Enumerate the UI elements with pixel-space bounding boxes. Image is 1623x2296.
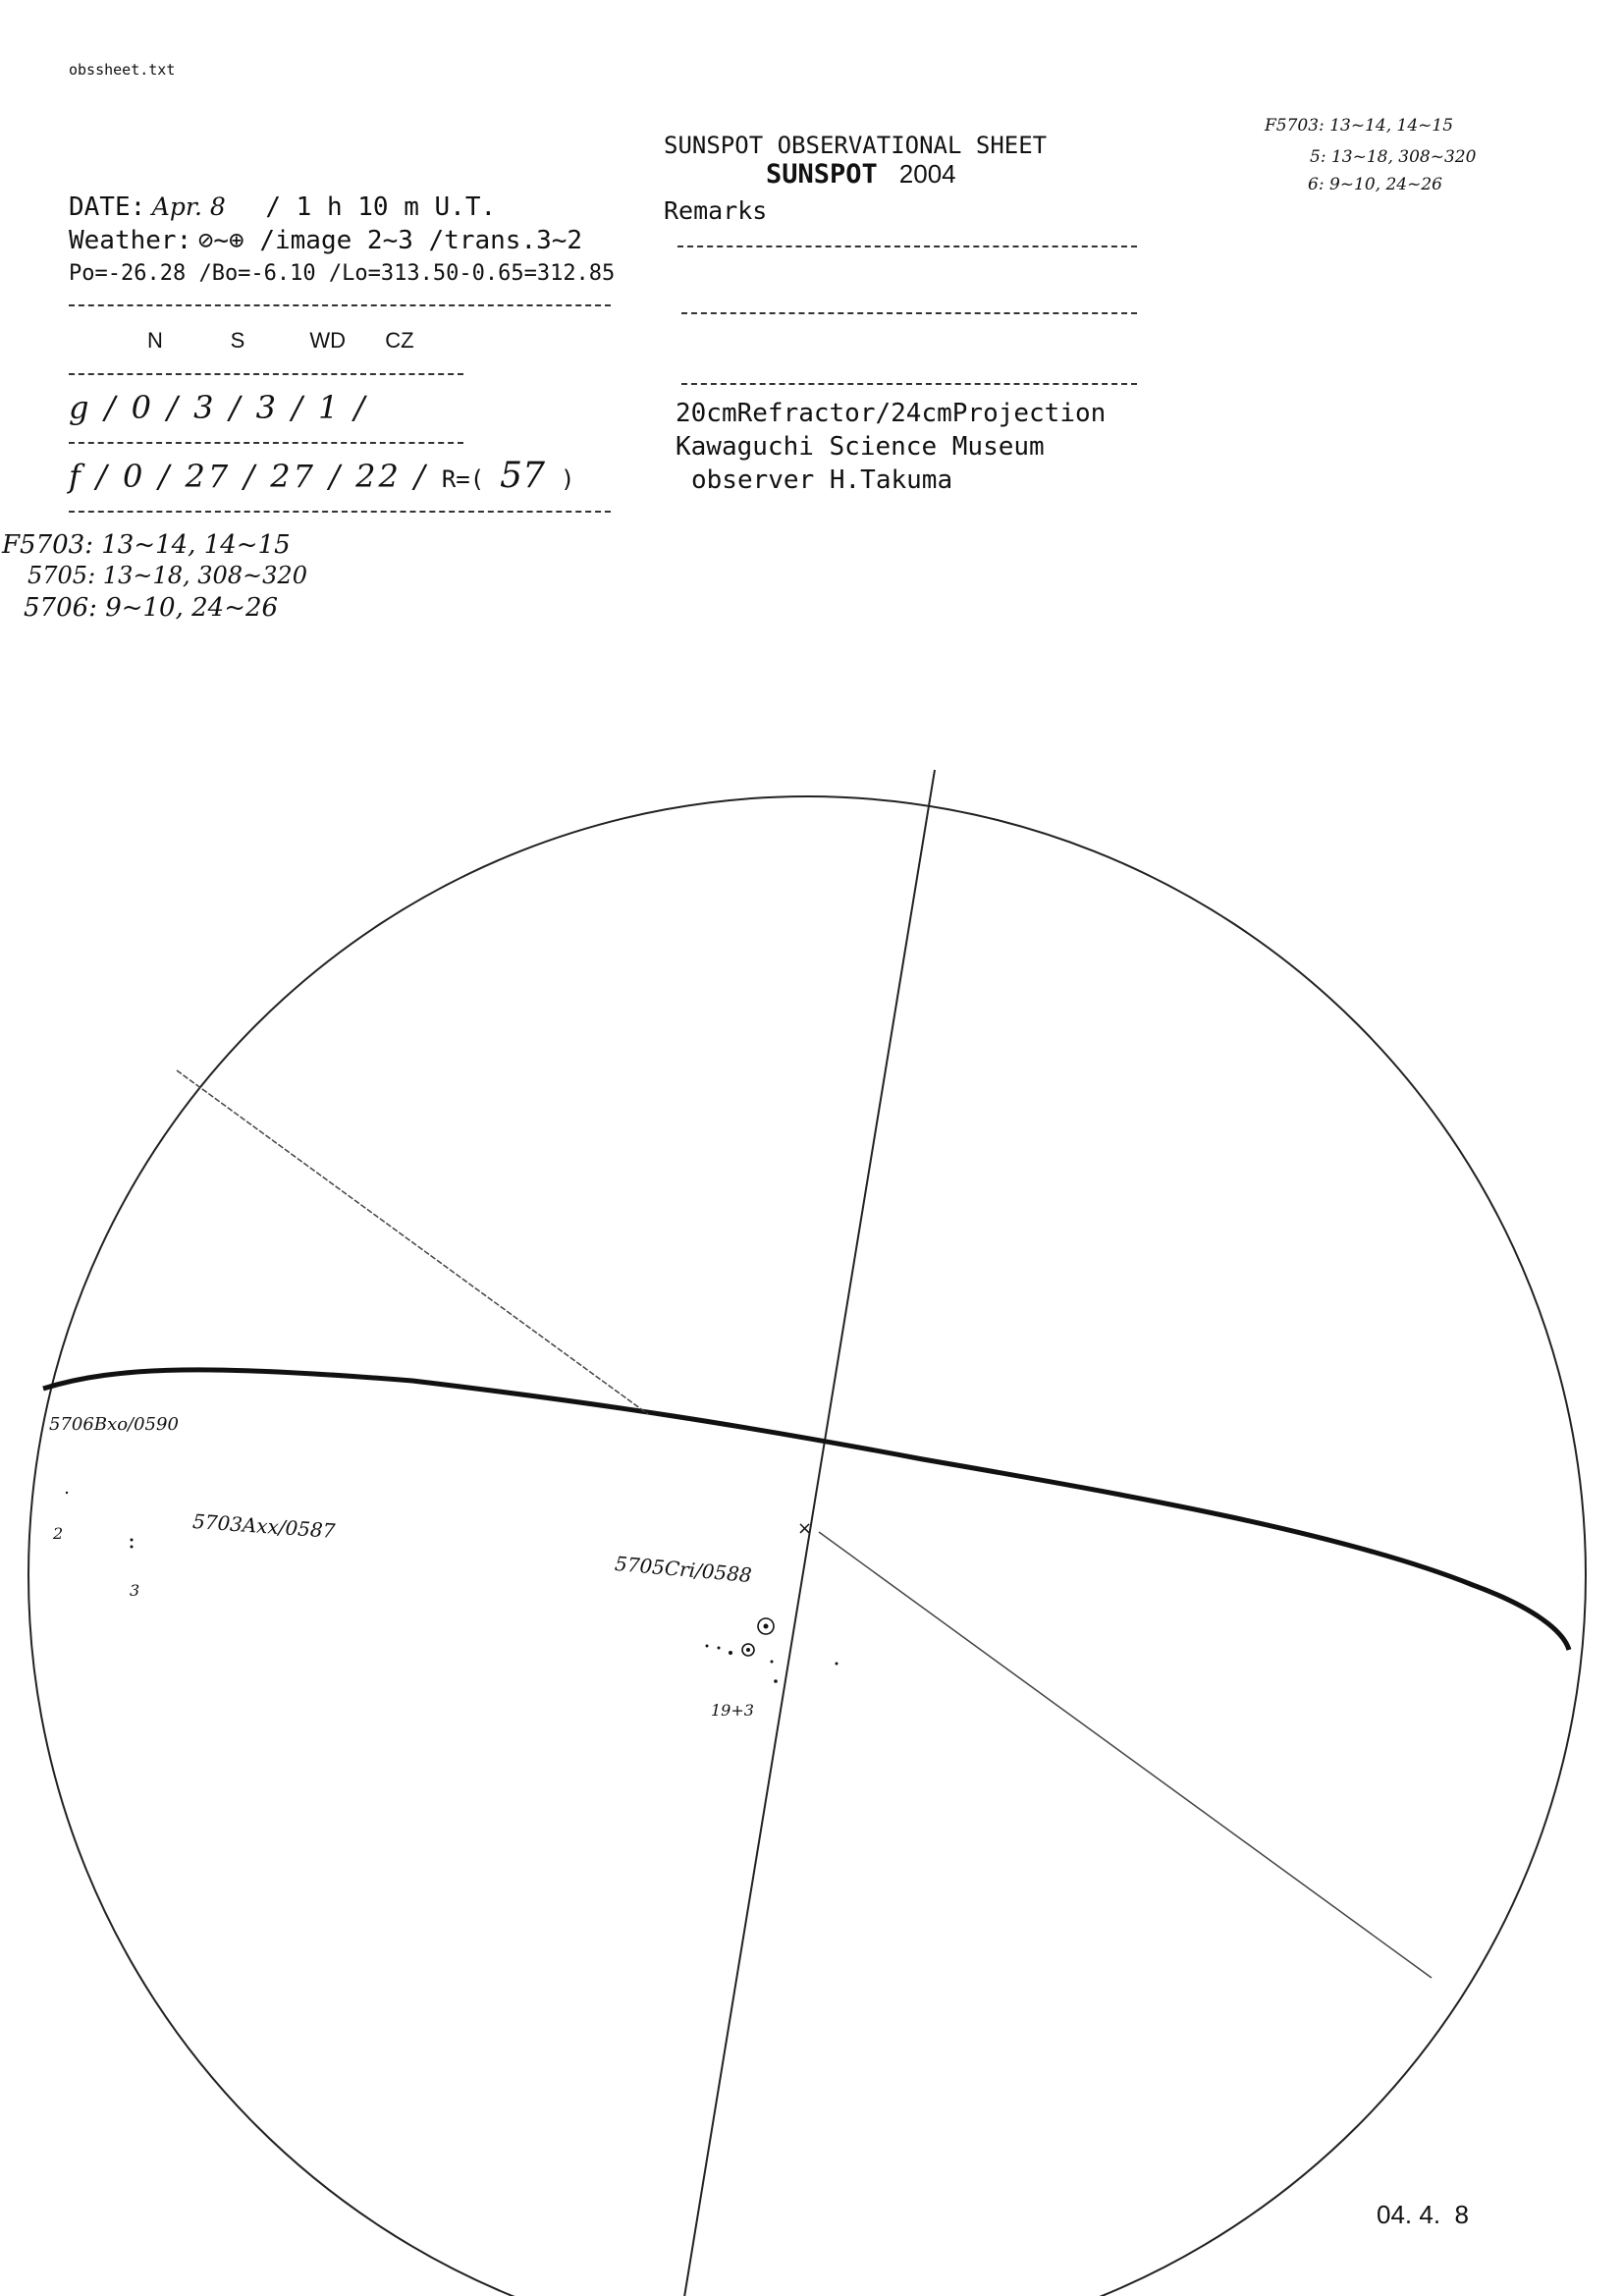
center-mark: ×: [797, 1518, 813, 1539]
col-cz: CZ: [385, 328, 414, 353]
file-label: obssheet.txt: [69, 61, 176, 79]
note-right-2: 5: 13~18, 308~320: [1310, 147, 1477, 167]
instrument-line-3: observer H.Takuma: [691, 465, 953, 495]
subtitle-year: 2004: [898, 159, 956, 189]
label-mark-3: 3: [130, 1581, 140, 1600]
r-value: 57: [500, 456, 545, 496]
weather-value: ⊘~⊕ /image 2~3 /trans.3~2: [197, 226, 583, 255]
label-mark-2: 2: [53, 1524, 64, 1543]
note-left-2: 5705: 13~18, 308~320: [27, 562, 307, 589]
instrument-line-2: Kawaguchi Science Museum: [676, 432, 1045, 462]
spot-dot-1: [706, 1645, 709, 1648]
params-line: Po=-26.28 /Bo=-6.10 /Lo=313.50-0.65=312.85: [69, 261, 616, 286]
spot-dot-6: [836, 1663, 839, 1666]
instrument-line-1: 20cmRefractor/24cmProjection: [676, 399, 1107, 428]
spot-dot-7: [131, 1539, 134, 1542]
weather-label: Weather:: [69, 226, 192, 255]
equator-line: [43, 1370, 1569, 1650]
spot-dot-9: [66, 1492, 68, 1494]
date-label: DATE:: [69, 192, 146, 222]
note-right-1: F5703: 13~14, 14~15: [1265, 116, 1454, 136]
note-left-1: F5703: 13~14, 14~15: [2, 530, 291, 560]
diagonal-line-upper: [177, 1070, 648, 1414]
footer-date: 04. 4. 8: [1377, 2200, 1469, 2229]
label-5705: 5705Cri/0588: [614, 1551, 753, 1588]
spot-dot-8: [131, 1546, 134, 1549]
diagonal-line-lower: [819, 1532, 1432, 1978]
col-n: N: [147, 328, 163, 353]
g-row: g / 0 / 3 / 3 / 1 /: [69, 389, 368, 426]
subtitle-main: SUNSPOT: [766, 159, 878, 190]
spot-dot-4: [771, 1661, 774, 1664]
label-5706: 5706Bxo/0590: [49, 1414, 179, 1435]
spot-dot-3: [729, 1651, 732, 1655]
date-value: Apr. 8: [151, 192, 226, 221]
spot-dot-5: [774, 1679, 778, 1683]
sunspot-5705-core: [764, 1624, 769, 1629]
note-left-3: 5706: 9~10, 24~26: [24, 593, 279, 623]
label-5703: 5703Axx/0587: [191, 1508, 337, 1544]
spot-dot-2: [718, 1647, 721, 1650]
col-s: S: [230, 328, 245, 353]
col-wd: WD: [309, 328, 347, 353]
sheet-title: SUNSPOT OBSERVATIONAL SHEET: [664, 132, 1048, 159]
note-right-3: 6: 9~10, 24~26: [1308, 175, 1442, 194]
time-value: / 1 h 10 m U.T.: [265, 192, 497, 222]
remarks-label: Remarks: [664, 196, 768, 225]
sunspot-5705-b-core: [746, 1648, 750, 1652]
r-label: R=(: [441, 465, 485, 493]
f-row: f / 0 / 27 / 27 / 22 /: [69, 458, 428, 495]
r-close: ): [560, 465, 575, 493]
label-count-5705: 19+3: [711, 1701, 754, 1720]
